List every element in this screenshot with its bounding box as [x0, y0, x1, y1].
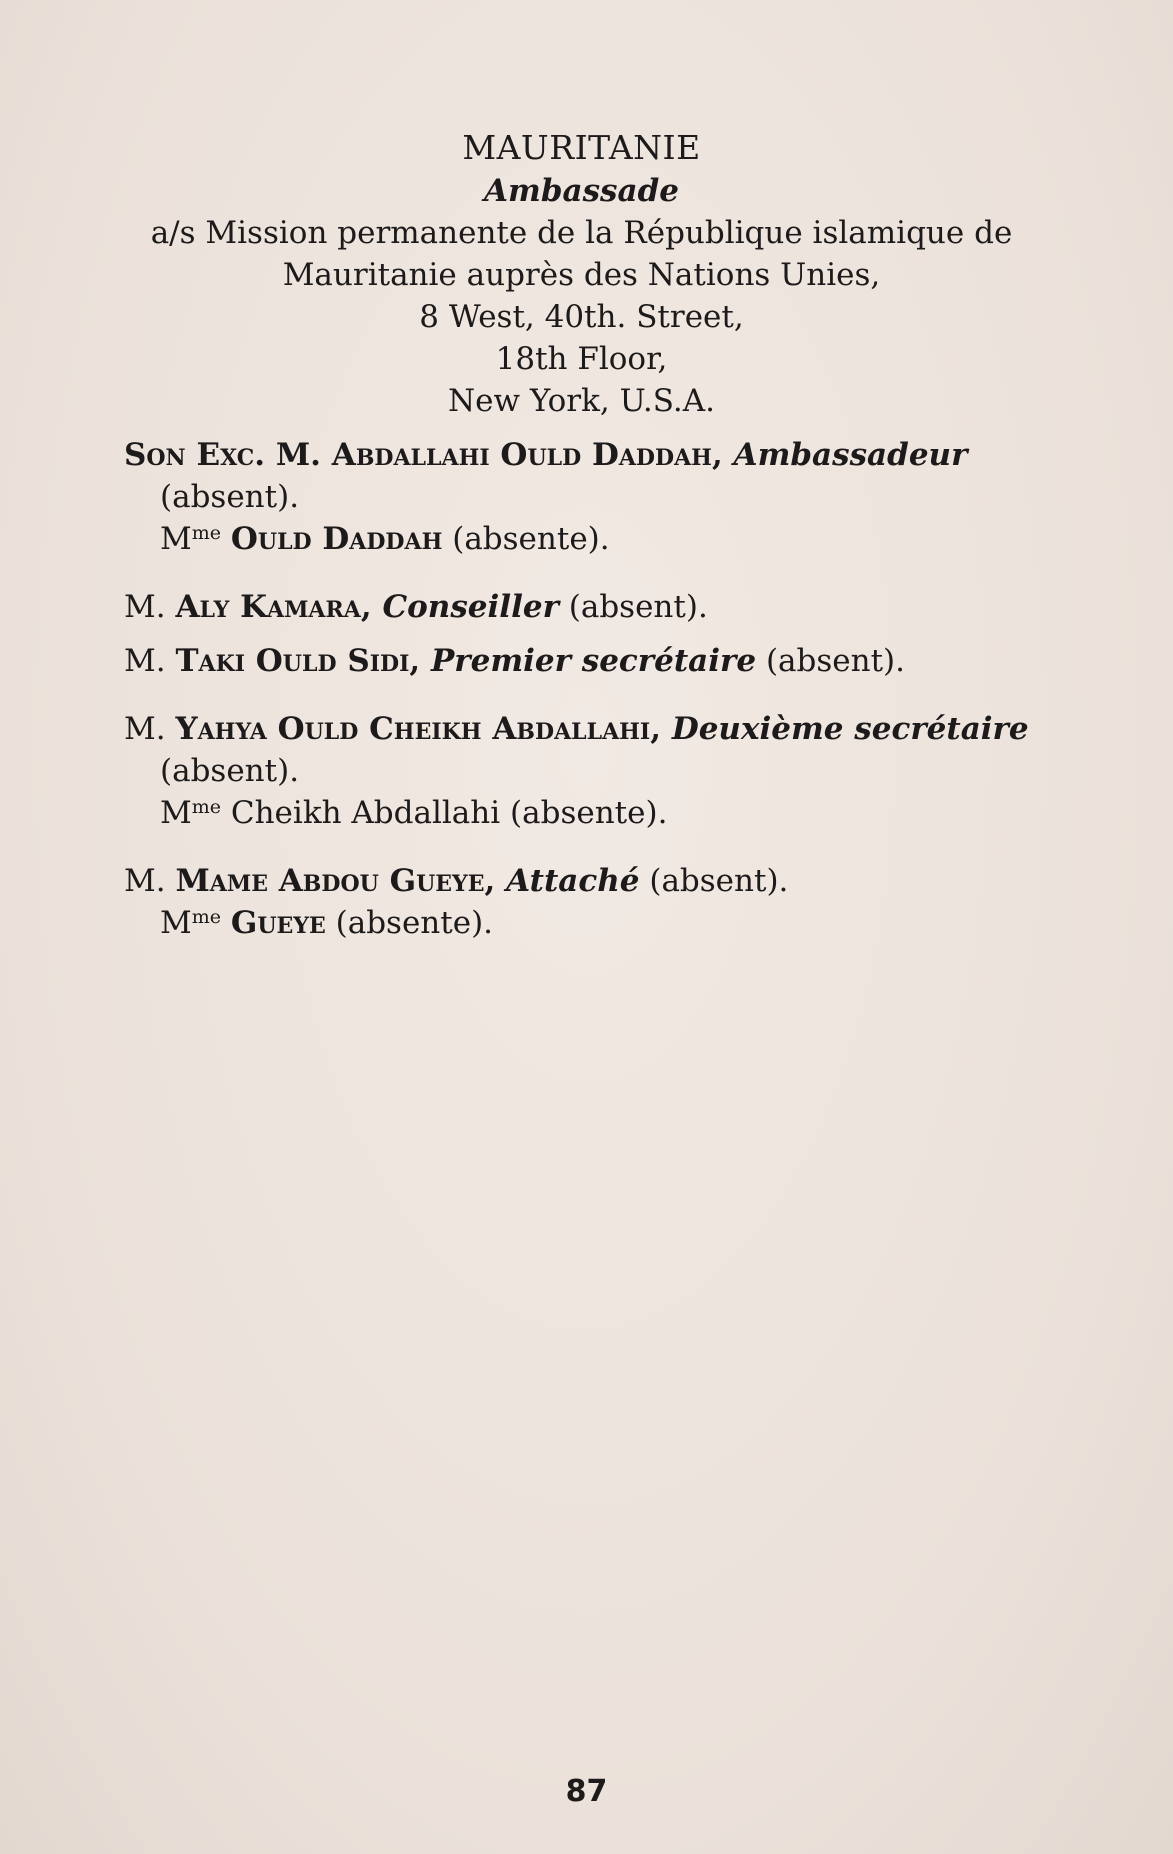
- staff-line: Son Exc. M. Abdallahi Ould Daddah, Ambassadeur: [124, 437, 968, 473]
- staff-status: (absent).: [160, 479, 300, 515]
- country-heading: MAURITANIE: [462, 128, 701, 167]
- staff-title: Deuxième secrétaire: [671, 711, 1029, 747]
- spouse-name: Ould Daddah: [230, 521, 443, 557]
- staff-line: M. Yahya Ould Cheikh Abdallahi, Deuxième secrétaire: [124, 711, 1029, 747]
- spouse-status: (absente).: [500, 795, 668, 831]
- staff-prefix: Son Exc. M.: [124, 437, 332, 473]
- staff-name: Yahya Ould Cheikh Abdallahi: [175, 711, 651, 747]
- staff-name: Aly Kamara: [175, 589, 361, 625]
- spouse-prefix: M: [160, 521, 192, 557]
- staff-title: Conseiller: [382, 589, 559, 625]
- address-line: New York, U.S.A.: [448, 383, 715, 419]
- spouse-line: [124, 792, 1039, 834]
- staff-title: Attaché: [506, 863, 640, 899]
- staff-prefix: M.: [124, 863, 176, 899]
- staff-prefix: M.: [124, 643, 176, 679]
- staff-status: (absent).: [558, 589, 708, 625]
- staff-title: Ambassadeur: [733, 437, 968, 473]
- staff-entry: [124, 708, 1039, 834]
- page-number: 87: [565, 1774, 608, 1809]
- staff-name: Mame Abdou Gueye: [175, 863, 485, 899]
- staff-prefix: M.: [124, 589, 176, 625]
- staff-name: Abdallahi Ould Daddah: [331, 437, 712, 473]
- address-line: 18th Floor,: [495, 341, 668, 377]
- address-line: 8 West, 40th. Street,: [419, 299, 744, 335]
- staff-status: (absent).: [639, 863, 789, 899]
- staff-title: Premier secrétaire: [430, 643, 757, 679]
- staff-entry: M. Aly Kamara, Conseiller (absent).: [124, 589, 708, 625]
- spouse-name: Cheikh Abdallahi: [221, 795, 501, 831]
- spouse-line: [124, 902, 1039, 944]
- spouse-sup: me: [191, 906, 222, 928]
- address-line: a/s Mission permanente de la République islamique de: [150, 215, 1013, 251]
- staff-status: (absent).: [160, 753, 300, 789]
- spouse-status: (absente).: [325, 905, 494, 941]
- document-body: [124, 126, 1039, 944]
- spouse-status: (absente).: [442, 521, 610, 557]
- staff-line: M. Mame Abdou Gueye, Attaché (absent).: [124, 863, 789, 899]
- spouse-prefix: M: [160, 795, 192, 831]
- section-heading: Ambassade: [483, 173, 679, 209]
- staff-entry: [124, 860, 1039, 944]
- staff-entry: [124, 434, 1039, 560]
- spouse-sup: me: [191, 796, 222, 818]
- spouse-line: [124, 518, 1039, 560]
- address-block: [124, 212, 1039, 422]
- staff-status: (absent).: [756, 643, 906, 679]
- staff-name: Taki Ould Sidi: [175, 643, 410, 679]
- spouse-sup: me: [191, 522, 222, 544]
- staff-entry: M. Taki Ould Sidi, Premier secrétaire (absent).: [124, 643, 906, 679]
- staff-prefix: M.: [124, 711, 176, 747]
- address-line: Mauritanie auprès des Nations Unies,: [282, 257, 881, 293]
- spouse-prefix: M: [160, 905, 192, 941]
- spouse-name: Gueye: [230, 905, 326, 941]
